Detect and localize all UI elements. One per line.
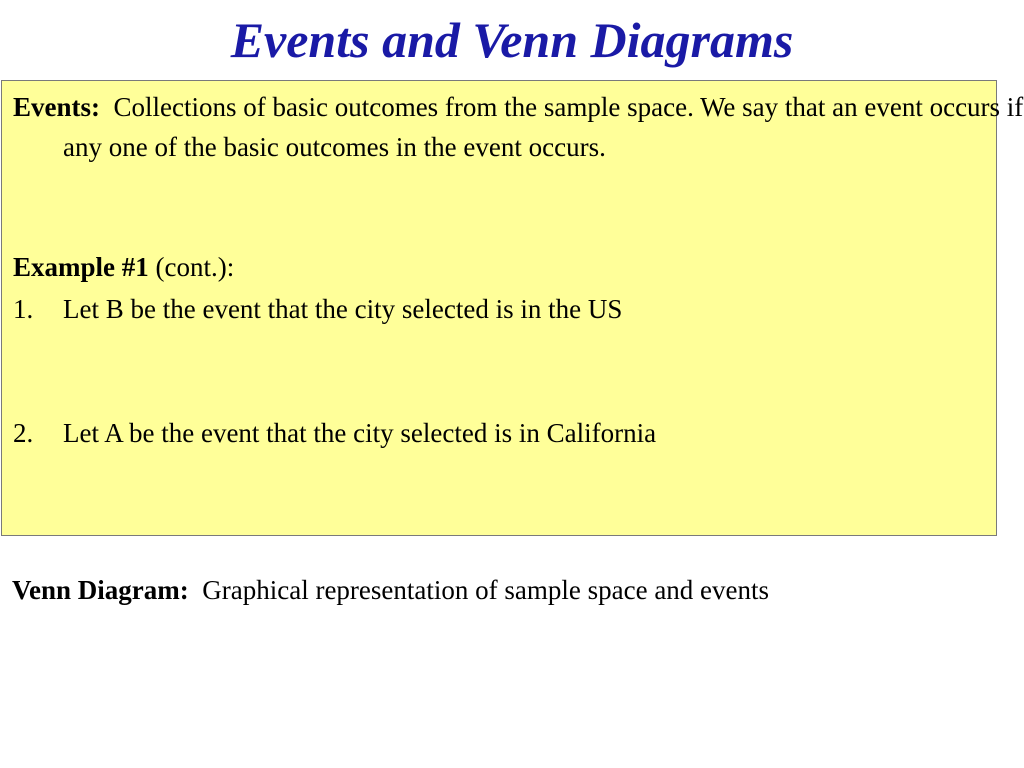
list-item-text: Let A be the event that the city selected is in California (63, 418, 657, 448)
list-item-number: 2. (13, 418, 34, 448)
venn-text: Graphical representation of sample space and events (202, 575, 770, 605)
list-item (13, 289, 622, 329)
events-definition (13, 87, 1024, 167)
example-label: Example #1 (13, 252, 149, 282)
events-term: Events: (13, 92, 100, 122)
definition-box (1, 80, 1024, 536)
example-heading (13, 247, 234, 287)
list-item (13, 413, 656, 453)
list-item-text: Let B be the event that the city selected is in the US (63, 294, 623, 324)
slide-title: Events and Venn Diagrams (230, 12, 794, 68)
list-item-number: 1. (13, 294, 34, 324)
events-text: Collections of basic outcomes from the sample space. We say that an event occurs if any one of the basic outcomes in the event occurs. (63, 92, 1024, 162)
example-suffix: (cont.): (155, 252, 235, 282)
venn-definition (12, 570, 769, 610)
venn-term: Venn Diagram: (12, 575, 189, 605)
